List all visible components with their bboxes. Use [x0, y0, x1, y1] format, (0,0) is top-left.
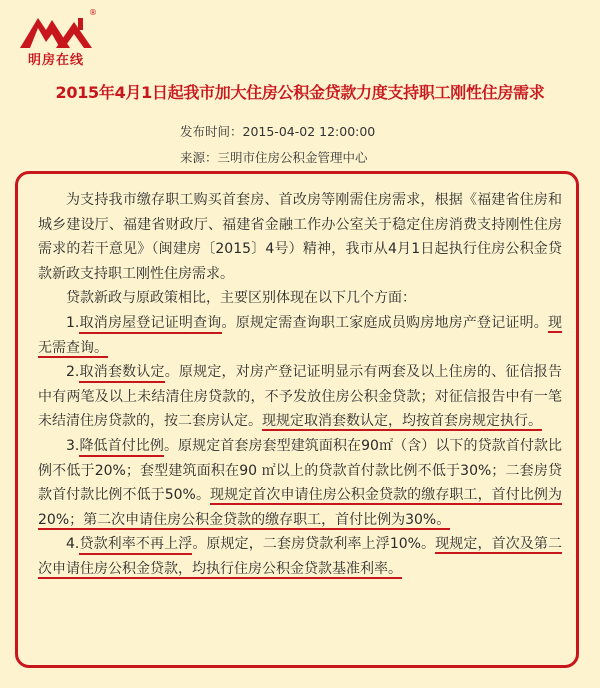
item-heading: 取消房屋登记证明查询 — [79, 315, 221, 334]
logo-text: 明房在线 — [27, 53, 84, 68]
item-number: 3. — [66, 437, 80, 454]
item-heading: 贷款利率不再上浮 — [79, 536, 192, 555]
article-body — [15, 171, 579, 668]
registered-mark: ® — [89, 8, 97, 17]
item-original-rule: 。原规定需查询职工家庭成员购房地房产登记证明。 — [221, 314, 549, 331]
article-title: 2015年4月1日起我市加大住房公积金贷款力度支持职工刚性住房需求 — [55, 83, 545, 102]
item-heading: 取消套数认定 — [79, 364, 164, 383]
item-number: 1. — [66, 314, 80, 331]
item-number: 4. — [66, 536, 80, 553]
intro-paragraph: 为支持我市缴存职工购买首套房、首改房等刚需住房需求，根据《福建省住房和城乡建设厅、福建省财政厅、福建省金融工作办公室关于稳定住房消费支持刚性住房需求的若干意见》（闽建房〔2015〕4号）精神，我市从4月1日起执行住房公积金贷款新政支持职工刚性住房需求。 — [38, 192, 562, 282]
logo[interactable] — [16, 10, 96, 68]
item-new-rule: 现规定，首次及第二次申请住房公积金贷款，均执行住房公积金贷款基准利率。 — [38, 536, 563, 577]
policy-item-3 — [38, 434, 562, 532]
item-heading: 降低首付比例 — [79, 438, 164, 457]
policy-item-2 — [38, 360, 562, 434]
item-number: 2. — [66, 364, 80, 381]
item-original-rule: 。原规定，二套房贷款利率上浮10%。 — [192, 536, 436, 553]
publish-time: 发布时间：2015-04-02 12:00:00 — [180, 124, 376, 139]
item-original-rule: 。原规定首套房套型建筑面积在90㎡（含）以下的贷款首付款比例不低于20%；套型建筑面积在90 ㎡以上的贷款首付款比例不低于30%；二套房贷款首付款比例不低于50%。 — [38, 437, 562, 504]
item-original-rule: 。原规定，对房产登记证明显示有两套及以上住房的、征信报告中有两笔及以上未结清住房贷款的，不予发放住房公积金贷款；对征信报告中有一笔未结清住房贷款的，按二套房认定。 — [38, 364, 563, 430]
article-source: 来源：三明市住房公积金管理中心 — [180, 150, 368, 165]
policy-item-1 — [38, 311, 562, 360]
item-new-rule: 现无需查询。 — [38, 314, 563, 356]
item-new-rule: 现规定取消套数认定，均按首套房规定执行。 — [262, 413, 542, 430]
policy-item-4 — [38, 532, 562, 581]
lead-paragraph: 贷款新政与原政策相比，主要区别体现在以下几个方面： — [66, 290, 416, 307]
house-logo-icon — [16, 10, 96, 50]
item-new-rule: 现规定首次申请住房公积金贷款的缴存职工，首付比例为20%；第二次申请住房公积金贷款的缴存职工，首付比例为30%。 — [38, 487, 563, 528]
